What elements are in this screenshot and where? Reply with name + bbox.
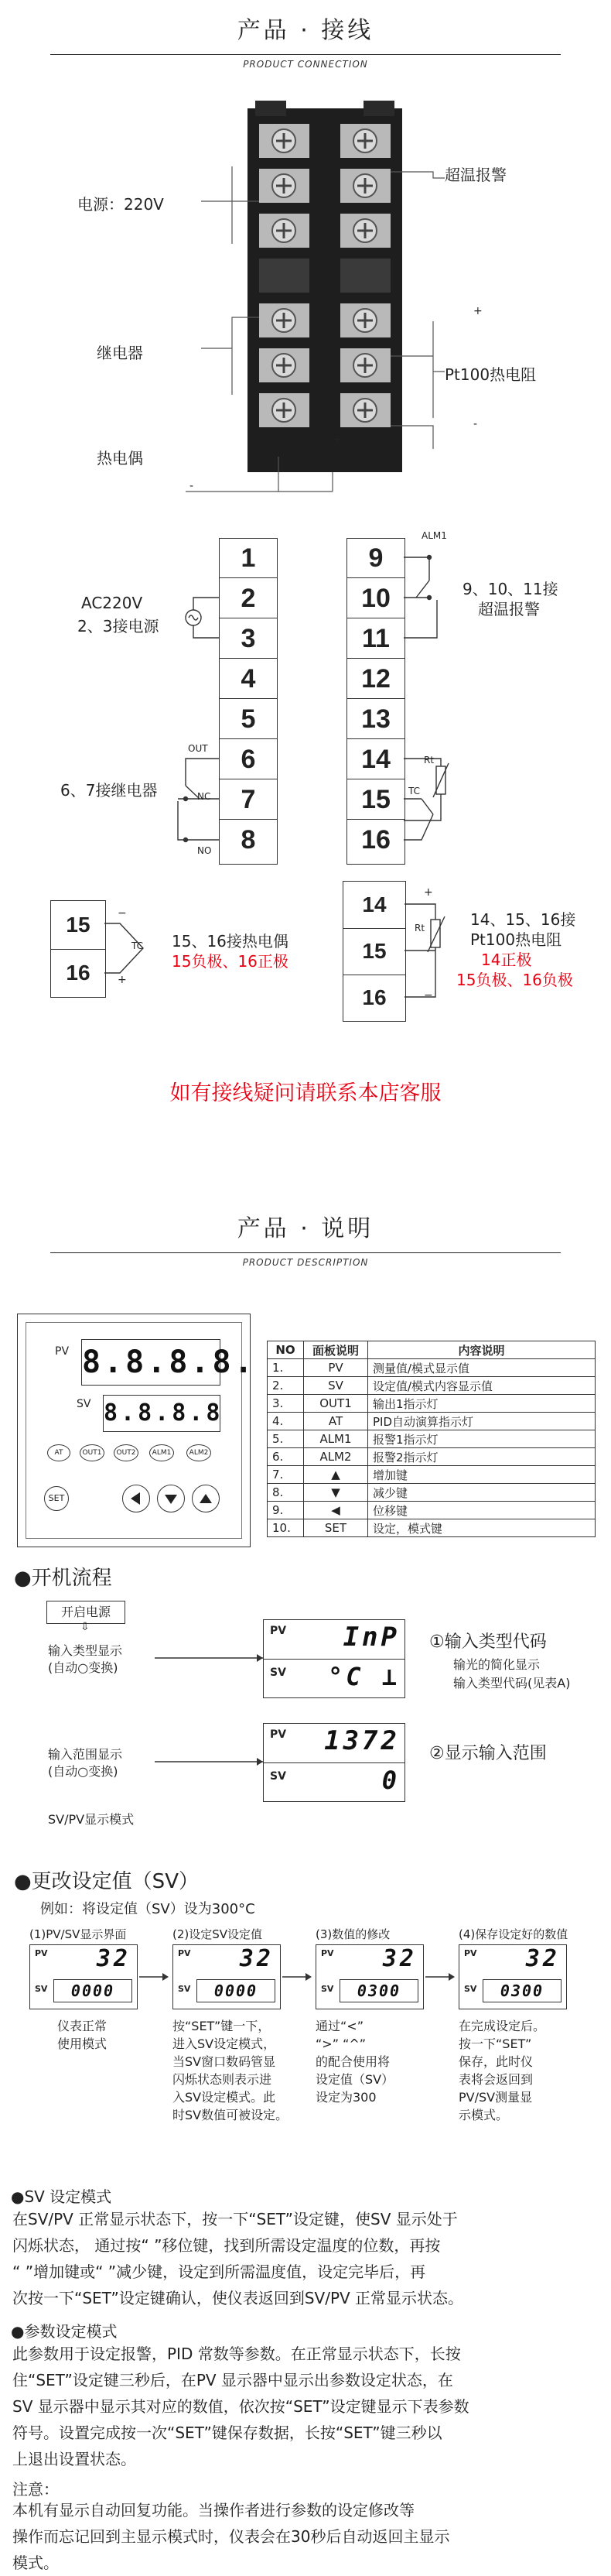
sv-step-pv-value: 32 <box>96 1945 131 1972</box>
table-cell: 减少键 <box>368 1484 596 1502</box>
terminal-2: 2 <box>220 579 277 618</box>
tc-box-bottom: 16 <box>66 961 90 985</box>
sv-mode-line: 闪烁状态， 通过按“ ”移位键，找到所需设定温度的位数，再按 <box>12 2236 441 2255</box>
pt-box-rt: Rt <box>415 923 425 933</box>
tc-box-line1: 15、16接热电偶 <box>172 932 288 951</box>
display1-pv-label: PV <box>270 1625 287 1637</box>
startup-step1-r2: 输入类型代码(见表A) <box>453 1676 571 1690</box>
sv-mode-line: 在SV/PV 正常显示状态下，按一下“SET”设定键，使SV 显示处于 <box>12 2210 458 2228</box>
pt-box-bottom: 16 <box>362 985 387 1009</box>
photo-label-thermocouple: 热电偶 <box>97 449 143 468</box>
table-cell: 报警2指示灯 <box>368 1448 596 1466</box>
param-mode-paragraph <box>12 2341 469 2472</box>
pt-box-line2: Pt100热电阻 <box>470 930 562 949</box>
table-cell: 2. <box>268 1377 304 1395</box>
pt-box-top: 14 <box>343 882 405 929</box>
sv-step-description-line: 的配合使用将 <box>316 2054 391 2069</box>
sv-mode-paragraph <box>12 2206 463 2311</box>
sv-step-pv-value: 32 <box>525 1945 560 1972</box>
photo-pt-minus: - <box>473 418 478 430</box>
note-line: 模式。 <box>12 2554 59 2572</box>
note-line: 本机有显示自动回复功能。当操作者进行参数的设定修改等 <box>12 2501 415 2519</box>
sv-step-sv-label: SV <box>321 1984 334 1994</box>
startup-heading: ●开机流程 <box>14 1567 112 1590</box>
display2-sv-value: 0 <box>381 1766 400 1795</box>
sv-step-description-line: 表将会返回到 <box>459 2072 534 2087</box>
param-mode-line: 符号。设置完成按一次“SET”键保存数据，长按“SET”键三秒以 <box>12 2424 442 2442</box>
sv-step-sv-value: 0300 <box>483 1979 562 2002</box>
table-cell: 测量值/模式显示值 <box>368 1359 596 1377</box>
table-header-row <box>268 1341 596 1359</box>
diagram-rt: Rt <box>424 755 435 766</box>
terminal-3: 3 <box>220 619 277 659</box>
startup-step2-l2: (自动○变换) <box>48 1764 118 1779</box>
led-alm2: ALM2 <box>186 1444 211 1461</box>
sv-step-display <box>316 1944 424 2009</box>
diagram-relay: 6、7接继电器 <box>60 781 158 800</box>
contact-notice: 如有接线疑问请联系本店客服 <box>169 1081 442 1105</box>
table-cell: ▼ <box>304 1484 368 1502</box>
table-row <box>268 1359 596 1377</box>
up-arrow-icon <box>193 1485 219 1512</box>
sv-step-pv-label: PV <box>464 1948 477 1958</box>
sv-mode-heading: ●SV 设定模式 <box>11 2187 112 2206</box>
terminal-4: 4 <box>220 659 277 699</box>
tc-box-line2: 15负极、16正极 <box>172 952 288 971</box>
down-arrow-button[interactable] <box>157 1485 185 1512</box>
diagram-alm1: ALM1 <box>422 530 447 541</box>
change-sv-heading: ●更改设定值（SV） <box>14 1870 199 1893</box>
pt-terminal-box <box>343 881 406 1022</box>
pt-box-plus: + <box>424 886 433 899</box>
startup-step1-l2: (自动○变换) <box>48 1660 118 1675</box>
description-title: 产品 · 说明 <box>237 1215 374 1242</box>
led-alm1: ALM1 <box>149 1444 174 1461</box>
terminal-11: 11 <box>347 619 404 659</box>
table-cell: 设定，模式键 <box>368 1519 596 1537</box>
photo-label-overtemp: 超温报警 <box>445 166 507 184</box>
startup-arrow2 <box>155 1738 271 1785</box>
sv-step-description <box>316 2017 394 2106</box>
terminal-7: 7 <box>220 780 277 820</box>
arrow-icon: ⇩ <box>80 1621 90 1633</box>
param-mode-line: 此参数用于设定报警，PID 常数等参数。在正常显示状态下，长按 <box>12 2345 461 2363</box>
sv-step-display <box>29 1944 138 2009</box>
table-cell: 9. <box>268 1502 304 1519</box>
table-row <box>268 1502 596 1519</box>
terminal-12: 12 <box>347 659 404 699</box>
sv-step-sv-label: SV <box>464 1984 477 1994</box>
sv-step-pv-label: PV <box>178 1948 191 1958</box>
table-cell: 1. <box>268 1359 304 1377</box>
sv-step-description <box>172 2017 288 2124</box>
terminal-14: 14 <box>347 740 404 779</box>
table-header: 内容说明 <box>368 1341 596 1359</box>
diagram-alarm: 9、10、11接 <box>463 580 558 598</box>
sv-step-description-line: 使用模式 <box>57 2036 108 2051</box>
sv-step-pv-label: PV <box>35 1948 48 1958</box>
startup-arrow1 <box>155 1635 271 1681</box>
sv-step-description-line: 示模式。 <box>459 2108 509 2122</box>
sv-mode-line: 次按一下“SET”设定键确认，使仪表返回到SV/PV 正常显示状态。 <box>12 2289 464 2307</box>
sv-step-description <box>57 2017 107 2053</box>
table-cell: ▲ <box>304 1466 368 1484</box>
table-cell: PID自动演算指示灯 <box>368 1413 596 1430</box>
photo-label-relay: 继电器 <box>97 344 143 362</box>
table-cell: ALM2 <box>304 1448 368 1466</box>
note-line: 操作而忘记回到主显示模式时，仪表会在30秒后自动返回主显示 <box>12 2527 450 2546</box>
photo-label-pt100: Pt100热电阻 <box>445 365 537 384</box>
led-at: AT <box>47 1444 70 1461</box>
description-divider <box>50 1252 561 1253</box>
param-mode-line: 上退出设置状态。 <box>12 2450 136 2468</box>
left-arrow-button[interactable] <box>122 1485 150 1512</box>
startup-step2-l1: 输入范围显示 <box>48 1747 123 1762</box>
sv-step-sv-value: 0000 <box>196 1979 275 2002</box>
table-row <box>268 1466 596 1484</box>
table-cell: SET <box>304 1519 368 1537</box>
table-cell: 4. <box>268 1413 304 1430</box>
startup-step1-title: ①输入类型代码 <box>429 1632 547 1652</box>
sv-step-sv-value: 0300 <box>340 1979 418 2002</box>
table-header: NO <box>268 1341 304 1359</box>
sv-step-description-line: 通过“<” <box>316 2019 364 2033</box>
sv-step-arrow-icon <box>281 1969 315 1985</box>
sv-step-description-line: 在完成设定后。 <box>459 2019 546 2033</box>
sv-step-title: (4)保存设定好的数值 <box>459 1927 568 1941</box>
terminal-9: 9 <box>347 539 404 578</box>
terminal-1: 1 <box>220 539 277 578</box>
sv-step-description-line: 按“SET”键一下， <box>172 2019 271 2033</box>
table-cell: 增加键 <box>368 1466 596 1484</box>
table-cell: PV <box>304 1359 368 1377</box>
description-header <box>0 1209 611 1243</box>
sv-step-description-line: 时SV数值可被设定。 <box>172 2108 288 2122</box>
sv-step-description-line: 闪烁状态则表示进 <box>172 2072 272 2087</box>
diagram-out: OUT <box>188 743 208 754</box>
sv-mode-line: “ ”增加键或“ ”减少键，设定到所需温度值，设定完毕后，再 <box>12 2263 426 2281</box>
led-out1: OUT1 <box>80 1444 104 1461</box>
table-row <box>268 1395 596 1413</box>
terminal-13: 13 <box>347 700 404 739</box>
display2-pv-value: 1372 <box>324 1725 400 1756</box>
table-header: 面板说明 <box>304 1341 368 1359</box>
description-subtitle-wrap <box>0 1257 611 1268</box>
tc-box-tc: TC <box>131 940 144 951</box>
led-out2: OUT2 <box>114 1444 138 1461</box>
sv-step-description-line: 仪表正常 <box>57 2019 108 2033</box>
terminal-6: 6 <box>220 740 277 779</box>
diagram-alarm-sub: 超温报警 <box>478 600 540 618</box>
pt-box-minus: − <box>424 989 433 1002</box>
startup-display1 <box>263 1619 405 1698</box>
tc-box-minus: − <box>118 907 127 920</box>
table-cell: 6. <box>268 1448 304 1466</box>
table-cell: 输出1指示灯 <box>368 1395 596 1413</box>
sv-step-description-line: 进入SV设定模式， <box>172 2036 276 2051</box>
startup-step2-title: ②显示输入范围 <box>429 1744 547 1763</box>
table-cell: 10. <box>268 1519 304 1537</box>
panel-pv-display: 8.8.8.8. <box>81 1339 220 1386</box>
sv-step-pv-value: 32 <box>382 1945 417 1972</box>
diagram-no: NO <box>197 845 212 856</box>
display1-sv-label: SV <box>270 1667 286 1679</box>
sv-step-description-line: 当SV窗口数码管显 <box>172 2054 276 2069</box>
display1-sv-value: °C ⊥ <box>327 1662 400 1691</box>
sv-step-sv-label: SV <box>178 1984 191 1994</box>
sv-step-description-line: 按一下“SET” <box>459 2036 532 2051</box>
connection-divider <box>50 54 561 55</box>
table-cell: 设定值/模式内容显示值 <box>368 1377 596 1395</box>
panel-pv-label: PV <box>55 1345 70 1358</box>
sv-step-description-line: 入SV设定模式。此 <box>172 2090 276 2105</box>
table-row <box>268 1519 596 1537</box>
param-mode-line: 住“SET”设定键三秒后，在PV 显示器中显示出参数设定状态，在 <box>12 2371 453 2389</box>
table-cell: 8. <box>268 1484 304 1502</box>
startup-step1-l1: 输入类型显示 <box>48 1643 123 1658</box>
sv-step-description-line: “>” “^” <box>316 2036 367 2051</box>
connection-header <box>0 11 611 45</box>
table-cell: 7. <box>268 1466 304 1484</box>
panel-sv-label: SV <box>77 1398 91 1410</box>
sv-step-title: (3)数值的修改 <box>316 1927 391 1941</box>
sv-step-description-line: 设定为300 <box>316 2090 377 2105</box>
change-sv-example: 例如：将设定值（SV）设为300°C <box>40 1901 255 1917</box>
sv-step-pv-value: 32 <box>239 1945 274 1972</box>
table-row <box>268 1448 596 1466</box>
sv-step-description-line: PV/SV测量显 <box>459 2090 533 2105</box>
tc-box-top: 15 <box>51 901 105 950</box>
panel-description-table <box>267 1341 596 1537</box>
table-cell: 报警1指示灯 <box>368 1430 596 1448</box>
left-arrow-icon <box>123 1485 149 1512</box>
pt-box-line1: 14、15、16接 <box>470 910 576 929</box>
panel-sv-display: 8.8.8.8 <box>103 1395 220 1432</box>
table-cell: 3. <box>268 1395 304 1413</box>
table-row <box>268 1377 596 1395</box>
photo-label-power: 电源：220V <box>77 195 164 214</box>
sv-step-pv-label: PV <box>321 1948 334 1958</box>
table-cell: 位移键 <box>368 1502 596 1519</box>
diagram-ac220: AC220V <box>81 594 143 612</box>
pt-box-mid: 15 <box>343 928 405 975</box>
table-cell: ALM1 <box>304 1430 368 1448</box>
sv-step-sv-label: SV <box>35 1984 48 1994</box>
terminal-10: 10 <box>347 579 404 618</box>
sv-step-description-line: 保存，此时仪 <box>459 2054 534 2069</box>
power-on-box: 开启电源 <box>46 1601 125 1624</box>
diagram-nc: NC <box>197 791 211 802</box>
tc-terminal-box <box>50 900 106 998</box>
table-row <box>268 1484 596 1502</box>
diagram-tc: TC <box>408 786 421 796</box>
photo-tc-minus: - <box>189 480 194 492</box>
sv-step-description-line: 设定值（SV） <box>316 2072 394 2087</box>
table-row <box>268 1430 596 1448</box>
param-mode-heading: ●参数设定模式 <box>11 2322 118 2341</box>
terminal-block-photo <box>0 93 611 495</box>
pt-box-line3: 14正极 <box>481 951 532 969</box>
set-button[interactable]: SET <box>44 1486 69 1511</box>
note-paragraph <box>12 2497 449 2576</box>
sv-step-description <box>459 2017 545 2124</box>
display2-sv-label: SV <box>270 1770 286 1783</box>
photo-tc-plus: + <box>333 433 342 446</box>
startup-step1-r1: 输光的简化显示 <box>453 1657 541 1672</box>
sv-step-title: (2)设定SV设定值 <box>172 1927 263 1941</box>
startup-display2 <box>263 1723 405 1802</box>
note-heading: 注意： <box>12 2480 59 2499</box>
tc-box-plus: + <box>118 974 127 986</box>
table-row <box>268 1413 596 1430</box>
terminal-15: 15 <box>347 780 404 820</box>
display1-pv-value: InP <box>343 1622 400 1653</box>
table-cell: AT <box>304 1413 368 1430</box>
diagram-ac220-sub: 2、3接电源 <box>77 617 159 635</box>
sv-step-title: (1)PV/SV显示界面 <box>29 1927 127 1941</box>
sv-step-arrow-icon <box>424 1969 458 1985</box>
connection-subtitle-wrap <box>0 59 611 70</box>
table-cell: ◀ <box>304 1502 368 1519</box>
photo-pt-plus: + <box>473 305 483 317</box>
connection-title: 产品 · 接线 <box>237 17 374 44</box>
display2-pv-label: PV <box>270 1728 287 1741</box>
table-cell: 5. <box>268 1430 304 1448</box>
terminal-5: 5 <box>220 700 277 739</box>
connection-subtitle: PRODUCT CONNECTION <box>243 59 368 70</box>
description-subtitle: PRODUCT DESCRIPTION <box>242 1257 369 1268</box>
sv-step-arrow-icon <box>138 1969 172 1985</box>
sv-step-display <box>172 1944 281 2009</box>
sv-step-display <box>459 1944 567 2009</box>
up-arrow-button[interactable] <box>192 1485 220 1512</box>
pt-box-line4: 15负极、16负极 <box>456 971 573 989</box>
down-arrow-icon <box>158 1485 184 1512</box>
terminal-16: 16 <box>361 825 391 855</box>
startup-step3: SV/PV显示模式 <box>48 1812 135 1827</box>
terminal-8: 8 <box>241 825 256 855</box>
table-cell: OUT1 <box>304 1395 368 1413</box>
table-cell: SV <box>304 1377 368 1395</box>
param-mode-line: SV 显示器中显示其对应的数值，依次按“SET”设定键显示下表参数 <box>12 2397 469 2416</box>
sv-step-sv-value: 0000 <box>53 1979 132 2002</box>
controller-panel <box>17 1314 256 1547</box>
